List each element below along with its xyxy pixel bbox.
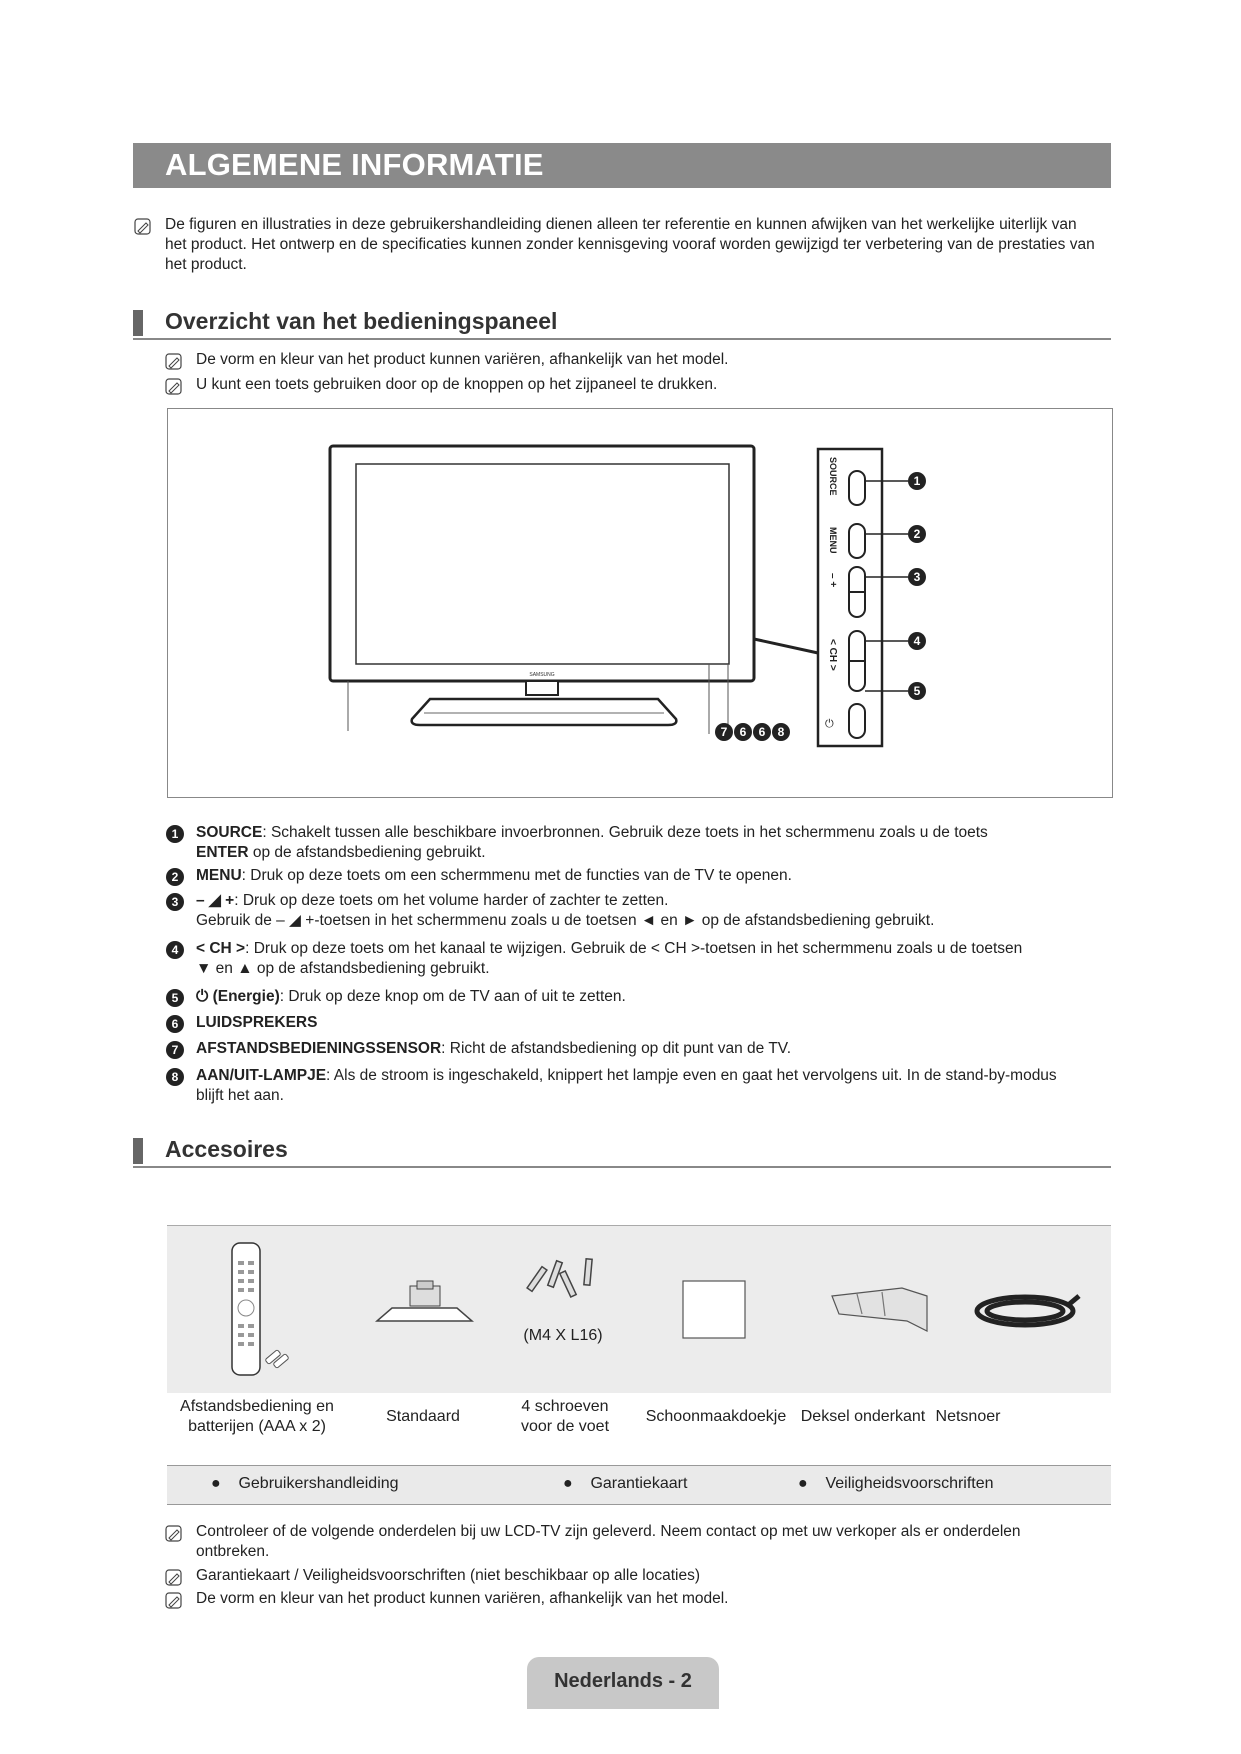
feature-number: 7 xyxy=(166,1041,184,1059)
feature-key: AAN/UIT-LAMPJE xyxy=(196,1067,327,1084)
accessory-label-cover: Deksel onderkant xyxy=(800,1408,926,1425)
feature-key: < CH > xyxy=(196,940,246,957)
feature-desc: : Druk op deze knop om de TV aan of uit te zetten. xyxy=(279,988,626,1005)
section-marker xyxy=(133,1138,143,1164)
callout-4-label: 4 xyxy=(913,634,921,648)
document-item: ● Gebruikershandleiding xyxy=(211,1475,399,1492)
panel-note-2: U kunt een toets gebruiken door op de knoppen op het zijpaneel te drukken. xyxy=(196,376,718,393)
feature-desc: : Als de stroom is ingeschakeld, knippert het lampje even en gaat het vervolgens uit. In de stand-by-modus xyxy=(326,1067,1057,1084)
document-item: ● Veiligheidsvoorschriften xyxy=(798,1475,994,1492)
note-icon xyxy=(165,378,182,395)
feature-item-volume xyxy=(196,891,1106,931)
note-icon xyxy=(165,1525,182,1542)
section-title-accessories: Accesoires xyxy=(165,1136,288,1162)
feature-desc: Gebruik de – ◢ +-toetsen in het schermmenu zoals u de toetsen ◄ en ► op de afstandsbediening gebruikt. xyxy=(196,912,935,929)
accessory-label-cloth: Schoonmaakdoekje xyxy=(645,1408,787,1425)
feature-key: ENTER xyxy=(196,844,249,861)
bottom-cover-icon xyxy=(832,1288,927,1331)
document-item: ● Garantiekaart xyxy=(563,1475,688,1492)
page-title-bar xyxy=(133,143,1111,188)
side-label-source: SOURCE xyxy=(828,457,838,496)
section-header-panel xyxy=(133,308,1111,340)
cleaning-cloth-icon xyxy=(683,1281,745,1338)
feature-desc: ▼ en ▲ op de afstandsbediening gebruikt. xyxy=(196,960,490,977)
feature-desc: : Druk op deze toets om het volume harder of zachter te zetten. xyxy=(234,892,669,909)
feature-item-power-lamp xyxy=(196,1066,1106,1106)
documents-row xyxy=(167,1465,1111,1505)
tv-illustration xyxy=(168,409,1112,797)
feature-key: – ◢ + xyxy=(196,892,235,909)
accessory-label-screws: 4 schroeven voor de voet xyxy=(520,1398,610,1435)
tv-brand-label: SAMSUNG xyxy=(529,672,555,678)
feature-number: 2 xyxy=(166,868,184,886)
feature-key: AFSTANDSBEDIENINGSSENSOR xyxy=(196,1040,442,1057)
accessories-note-1: Controleer of de volgende onderdelen bij uw LCD-TV zijn geleverd. Neem contact op met uw verkoper als er onderdelen ontbreken. xyxy=(196,1523,1021,1560)
feature-key: LUIDSPREKERS xyxy=(196,1014,318,1031)
feature-item-menu xyxy=(196,866,1106,886)
callout-5-label: 5 xyxy=(913,684,921,698)
accessories-note-3: De vorm en kleur van het product kunnen variëren, afhankelijk van het model. xyxy=(196,1590,729,1607)
feature-number: 1 xyxy=(166,825,184,843)
feature-key: ⏻ (Energie) xyxy=(196,988,280,1005)
feature-desc: : Druk op deze toets om een schermmenu met de functies van de TV te openen. xyxy=(241,867,792,884)
side-label-volume: – + xyxy=(827,573,838,588)
note-icon xyxy=(165,1569,182,1586)
stand-icon xyxy=(377,1281,472,1321)
callout-6b-label: 6 xyxy=(758,725,766,739)
feature-desc: blijft het aan. xyxy=(196,1087,284,1104)
side-label-menu: MENU xyxy=(828,527,838,554)
note-icon xyxy=(134,218,151,235)
callout-6a-label: 6 xyxy=(739,725,747,739)
page-number-label: Nederlands - 2 xyxy=(554,1670,692,1692)
accessory-label-stand: Standaard xyxy=(386,1408,460,1425)
side-label-power: ⏻ xyxy=(825,717,834,730)
callout-7-label: 7 xyxy=(720,725,728,739)
accessories-illustration xyxy=(167,1226,1111,1393)
section-header-accessories xyxy=(133,1136,1111,1168)
feature-number: 3 xyxy=(166,893,184,911)
feature-item-speakers xyxy=(196,1013,1106,1033)
feature-number: 4 xyxy=(166,941,184,959)
callout-2-label: 2 xyxy=(913,527,921,541)
side-label-channel: < CH > xyxy=(827,639,838,671)
feature-desc: : Richt de afstandsbediening op dit punt van de TV. xyxy=(441,1040,792,1057)
feature-desc: : Schakelt tussen alle beschikbare invoerbronnen. Gebruik deze toets in het schermmenu zoals u de toets xyxy=(262,824,988,841)
feature-number: 5 xyxy=(166,989,184,1007)
page-footer-tab xyxy=(527,1657,719,1709)
intro-note: De figuren en illustraties in deze gebruikershandleiding dienen alleen ter referentie en kunnen afwijken van het werkelijke uiterlijk van het product. Het ontwerp en de specificaties kunnen zonder kennisgeving vooraf worden gewijzigd ter verbetering van de prestaties van het product. xyxy=(165,216,1095,273)
callout-1-label: 1 xyxy=(913,474,921,488)
screws-icon xyxy=(527,1259,592,1297)
feature-item-channel xyxy=(196,939,1106,979)
remote-control-icon xyxy=(232,1243,260,1375)
feature-number: 8 xyxy=(166,1068,184,1086)
accessories-band xyxy=(167,1225,1111,1393)
note-icon xyxy=(165,1592,182,1609)
panel-note-1: De vorm en kleur van het product kunnen variëren, afhankelijk van het model. xyxy=(196,351,729,368)
note-icon xyxy=(165,353,182,370)
feature-desc: op de afstandsbediening gebruikt. xyxy=(248,844,486,861)
accessory-label-cord: Netsnoer xyxy=(935,1408,1001,1425)
feature-item-sensor xyxy=(196,1039,1106,1059)
feature-number: 6 xyxy=(166,1015,184,1033)
screw-spec: (M4 X L16) xyxy=(523,1327,603,1344)
feature-item-source xyxy=(196,823,1106,863)
callout-8-label: 8 xyxy=(777,725,785,739)
feature-key: SOURCE xyxy=(196,824,263,841)
feature-desc: : Druk op deze toets om het kanaal te wijzigen. Gebruik de < CH >-toetsen in het schermmenu zoals u de toetsen xyxy=(245,940,1023,957)
accessories-note-2: Garantiekaart / Veiligheidsvoorschriften (niet beschikbaar op alle locaties) xyxy=(196,1567,701,1584)
control-panel-diagram xyxy=(167,408,1113,798)
power-cord-icon xyxy=(977,1296,1079,1325)
accessory-label-remote: Afstandsbediening en batterijen (AAA x 2) xyxy=(180,1398,334,1435)
section-title-panel: Overzicht van het bedieningspaneel xyxy=(165,308,558,334)
feature-item-power xyxy=(196,987,1106,1007)
page-title: ALGEMENE INFORMATIE xyxy=(165,147,544,182)
callout-3-label: 3 xyxy=(913,570,921,584)
section-marker xyxy=(133,310,143,336)
feature-key: MENU xyxy=(196,867,242,884)
battery-icon xyxy=(265,1350,289,1369)
